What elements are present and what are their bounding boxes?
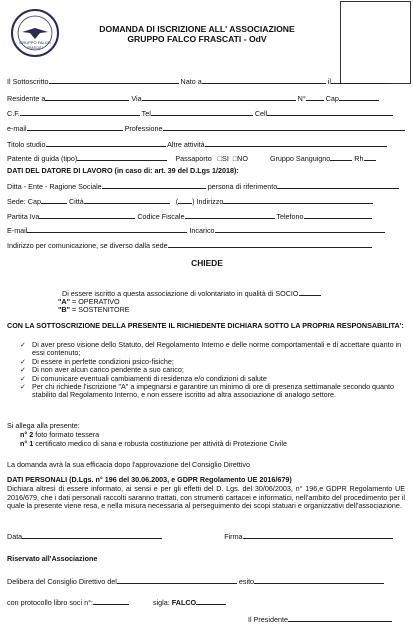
- row-employer-email: E-mail Incarico: [7, 225, 407, 235]
- allegati-intro: Si allega alla presente:: [7, 421, 80, 430]
- protocollo-field[interactable]: [93, 597, 129, 605]
- chiede-text: Di essere iscritto a questa associazione di volontariato in qualità di SOCIO: [62, 288, 392, 298]
- row-presidente: Il Presidente: [248, 614, 408, 624]
- list-item: ✓ Per chi richiede l'iscrizione "A" a impegnarsi e garantire un minimo di ore di presenza settimanale secondo quanto stabilito dal Regolamento Interno, e non essere iscritto ad altra associazione di analogo settore.: [20, 382, 395, 400]
- presidente-field[interactable]: [288, 614, 392, 622]
- il-field[interactable]: [331, 76, 391, 84]
- riservato-heading: Riservato all'Associazione: [7, 554, 98, 563]
- residente-field[interactable]: [45, 93, 129, 101]
- persona-rif-field[interactable]: [277, 181, 399, 189]
- dichiara-list: [20, 341, 405, 400]
- sottoscritto-field[interactable]: [49, 76, 179, 84]
- citta-field[interactable]: [84, 196, 170, 204]
- sigla-field[interactable]: [196, 597, 226, 605]
- employer-email-field[interactable]: [27, 225, 187, 233]
- indirizzo-comunicazione-field[interactable]: [168, 240, 372, 248]
- check-mark-icon: ✓: [20, 365, 27, 375]
- altre-attivita-field[interactable]: [205, 139, 387, 147]
- row-sede: Sede: Cap Città ( ) Indirizzo: [7, 196, 407, 206]
- cf-field[interactable]: [20, 108, 140, 116]
- allegato-foto: n° 2 foto formato tessera: [20, 430, 100, 439]
- privacy-heading: DATI PERSONALI (D.Lgs. n° 196 del 30.06.2003, e GDPR Regolamento UE 2016/679): [7, 475, 292, 484]
- row-delibera: Delibera del Consiglio Direttivo del esito: [7, 576, 407, 586]
- row-residenza: Residente a Via N° Cap: [7, 93, 407, 103]
- check-mark-icon: ✓: [20, 356, 27, 366]
- row-ditta: Ditta - Ente - Ragione Sociale persona di riferimento: [7, 181, 407, 191]
- socio-type-field[interactable]: [299, 288, 321, 296]
- row-patente: Patente di guida (tipo) Passaporto □SI □NO Gruppo Sanguigno Rh: [7, 153, 407, 163]
- row-firma: Data Firma: [7, 531, 407, 541]
- sede-cap-field[interactable]: [41, 196, 67, 204]
- tel-field[interactable]: [151, 108, 253, 116]
- gruppo-sanguigno-field[interactable]: [330, 153, 352, 161]
- passaporto-si-checkbox[interactable]: □: [217, 154, 223, 163]
- passaporto-no-checkbox[interactable]: □: [232, 154, 238, 163]
- codice-fiscale-field[interactable]: [185, 211, 275, 219]
- professione-field[interactable]: [163, 123, 405, 131]
- numero-field[interactable]: [306, 93, 324, 101]
- indirizzo-field[interactable]: [223, 196, 373, 204]
- check-mark-icon: ✓: [20, 382, 27, 392]
- partita-iva-field[interactable]: [39, 211, 135, 219]
- ditta-field[interactable]: [102, 181, 206, 189]
- list-item: ✓ Di non aver alcun carico pendente a suo carico;: [20, 365, 184, 375]
- provincia-field[interactable]: [178, 196, 192, 204]
- form-title: DOMANDA DI ISCRIZIONE ALL' ASSOCIAZIONE GRUPPO FALCO FRASCATI - OdV: [99, 24, 295, 44]
- list-item: ✓ Di comunicare eventuali cambiamenti di residenza e/o condizioni di salute: [20, 373, 267, 383]
- allegato-certificato: n° 1 certificato medico di sana e robusta costituzione per attività di Protezione Civile: [20, 439, 287, 448]
- row-email: e-mail Professione: [7, 123, 407, 133]
- patente-field[interactable]: [77, 153, 167, 161]
- data-field[interactable]: [22, 531, 162, 539]
- via-field[interactable]: [142, 93, 296, 101]
- check-mark-icon: ✓: [20, 373, 27, 383]
- employer-heading: DATI DEL DATORE DI LAVORO (in caso di: art. 39 del D.Lgs 1/2018):: [7, 166, 239, 175]
- telefono-field[interactable]: [304, 211, 372, 219]
- list-item: ✓ Di aver preso visione dello Statuto, del Regolamento Interno e delle norme comportamentali e di accettare quanto in essi contenuto;: [20, 340, 402, 358]
- svg-text:FRASCATI: FRASCATI: [27, 46, 43, 50]
- row-titolo: Titolo studio Altre attività: [7, 139, 407, 149]
- email-field[interactable]: [27, 123, 123, 131]
- rh-field[interactable]: [364, 153, 376, 161]
- nato-a-field[interactable]: [202, 76, 326, 84]
- row-protocollo: con protocollo libro soci n°: sigla: FALCO: [7, 597, 407, 607]
- option-a: "A" = OPERATIVO: [58, 297, 120, 306]
- row-cf: C.F. Tel Cell: [7, 108, 407, 118]
- privacy-text: Dichiara altresì di essere informato, ai sensi e per gli effetti del D. Lgs. del 30/06/2003, n° 196,e GDPR Regolamento UE 2016/679, che i dati personali raccolti saranno trattati, con strumenti cartacei e informatici, nell'ambito del procedimento per il quale la presente viene resa, e nella misura necessaria al perseguimento dei scopi statuari e organizzativi dell'associazione.: [7, 484, 405, 511]
- row-indirizzo-comunicazione: Indirizzo per comunicazione, se diverso dalla sede: [7, 240, 407, 250]
- incarico-field[interactable]: [215, 225, 385, 233]
- esito-field[interactable]: [254, 576, 384, 584]
- row-sottoscritto: Il Sottoscritto Nato a il: [7, 76, 407, 86]
- photo-box[interactable]: [340, 1, 411, 84]
- check-mark-icon: ✓: [20, 340, 27, 349]
- efficacia-note: La domanda avrà la sua efficacia dopo l'approvazione del Consiglio Direttivo: [7, 460, 250, 469]
- row-partita-iva: Partita Iva Codice Fiscale Telefono: [7, 211, 407, 221]
- dichiara-heading: CON LA SOTTOSCRIZIONE DELLA PRESENTE IL RICHIEDENTE DICHIARA SOTTO LA PROPRIA RESPONSABILITA':: [7, 321, 404, 330]
- delibera-field[interactable]: [117, 576, 237, 584]
- firma-field[interactable]: [243, 531, 393, 539]
- svg-text:GRUPPO FALCO: GRUPPO FALCO: [19, 40, 51, 45]
- option-b: "B" = SOSTENITORE: [58, 305, 130, 314]
- list-item: ✓ Di essere in perfette condizioni psico-fisiche;: [20, 356, 174, 366]
- cell-field[interactable]: [267, 108, 393, 116]
- cap-field[interactable]: [339, 93, 379, 101]
- association-logo: [10, 8, 60, 58]
- chiede-heading: CHIEDE: [191, 258, 223, 268]
- titolo-studio-field[interactable]: [46, 139, 166, 147]
